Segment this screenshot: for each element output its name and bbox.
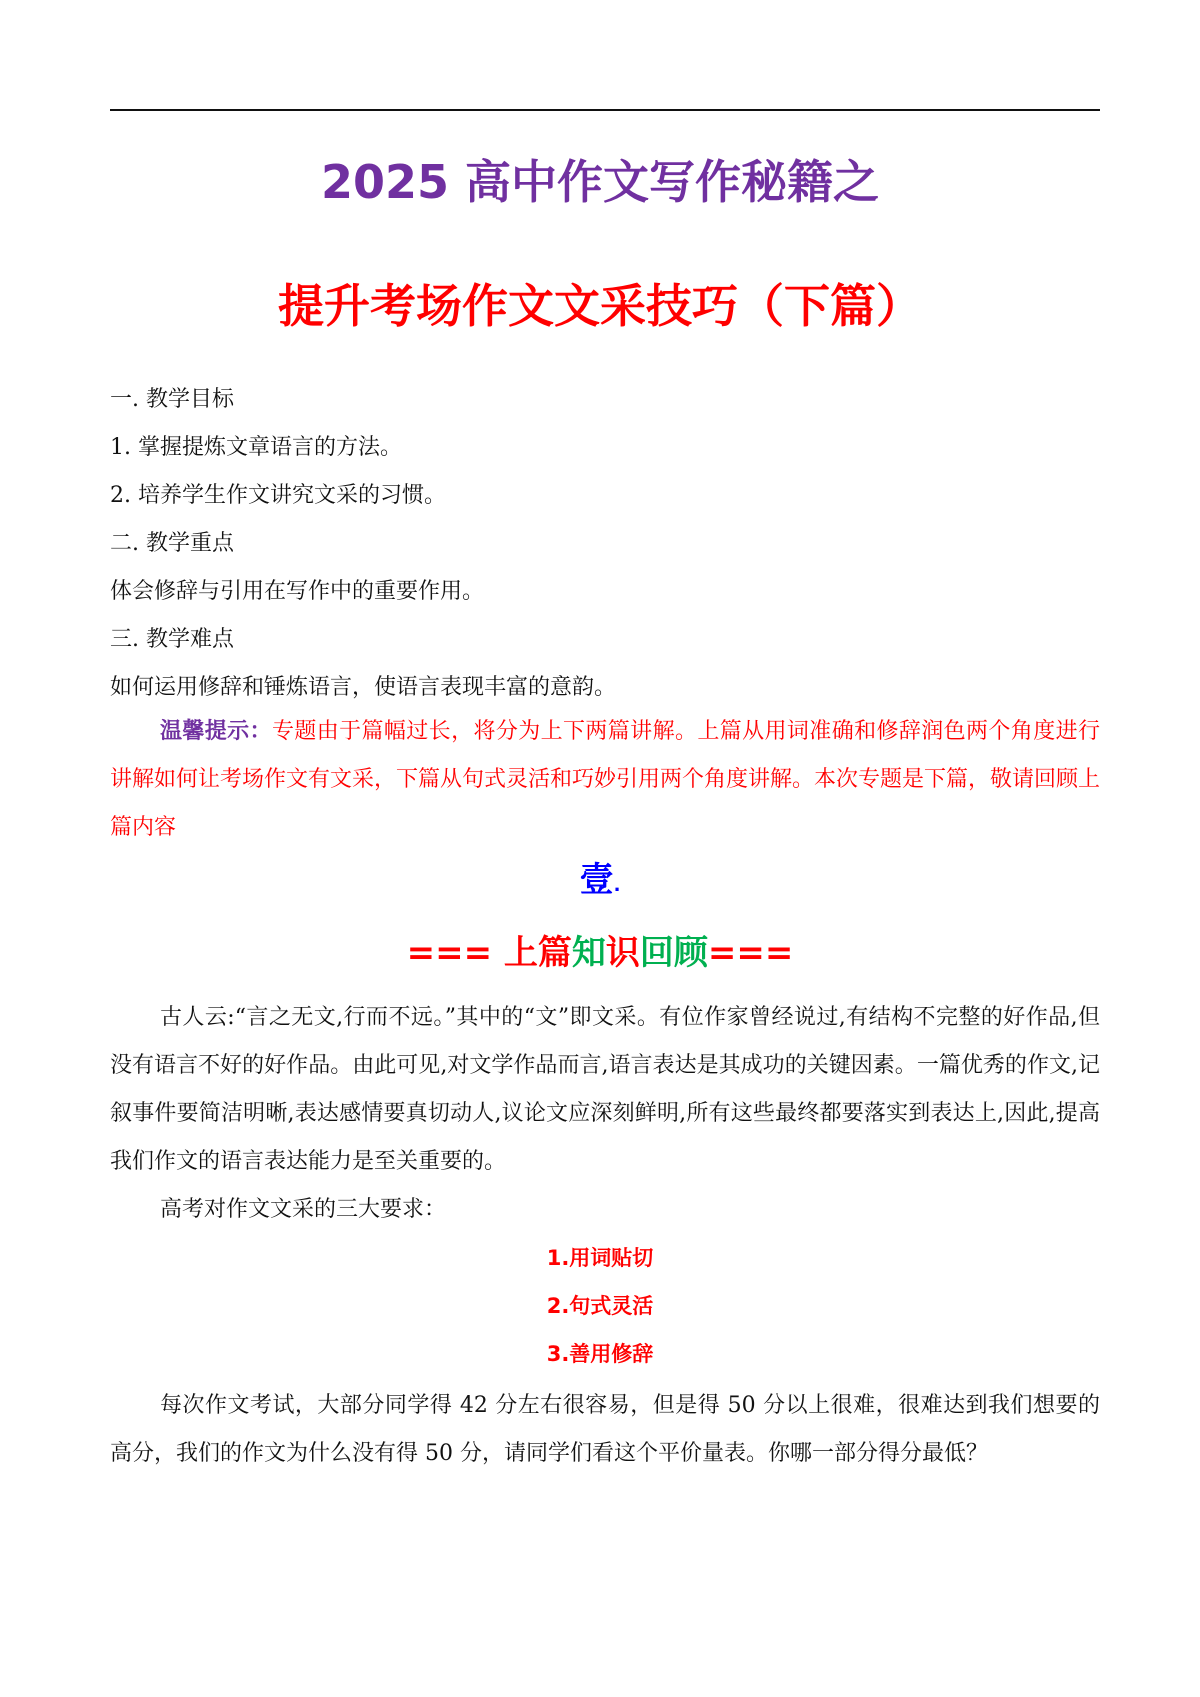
section-title [0, 930, 1200, 976]
outline-heading-difficulty: 三. 教学难点 [110, 627, 234, 652]
outline-item-focus: 体会修辞与引用在写作中的重要作用。 [110, 579, 485, 604]
closing-paragraph: 每次作文考试，大部分同学得 42 分左右很容易，但是得 50 分以上很难，很难达到我们想要的高分，我们的作文为什么没有得 50 分，请同学们看这个平价量表。你哪一部分得分最低？ [110, 1393, 1100, 1466]
section-title-part: 知 [571, 933, 606, 973]
section-title-part: === [707, 933, 794, 973]
tip-paragraph [110, 708, 1100, 852]
requirements-intro: 高考对作文文采的三大要求： [160, 1197, 447, 1222]
section-title-part: 上篇 [503, 933, 572, 973]
section-title-part: 回顾 [639, 933, 708, 973]
outline-heading-focus: 二. 教学重点 [110, 531, 234, 556]
section-number-suffix: . [613, 875, 621, 896]
intro-paragraph: 古人云:“言之无文,行而不远。”其中的“文”即文采。有位作家曾经说过,有结构不完整的好作品,但没有语言不好的好作品。由此可见,对文学作品而言,语言表达是其成功的关键因素。一篇优秀的作文,记叙事件要简洁明晰,表达感情要真切动人,议论文应深刻鲜明,所有这些最终都要落实到表达上,因此,提高我们作文的语言表达能力是至关重要的。 [110, 1005, 1100, 1174]
outline-item-objective-2: 2. 培养学生作文讲究文采的习惯。 [110, 483, 446, 508]
section-title-part: 识 [605, 933, 640, 973]
outline-heading-objectives: 一. 教学目标 [110, 387, 234, 412]
document-title-line-1: 2025 高中作文写作秘籍之 [320, 155, 880, 209]
section-number-text: 壹 [579, 860, 614, 900]
outline-item-difficulty: 如何运用修辞和锤炼语言，使语言表现丰富的意韵。 [110, 675, 617, 700]
tip-text: 专题由于篇幅过长，将分为上下两篇讲解。上篇从用词准确和修辞润色两个角度进行讲解如何让考场作文有文采，下篇从句式灵活和巧妙引用两个角度讲解。本次专题是下篇，敬请回顾上篇内容 [110, 719, 1101, 840]
section-title-part: === [406, 933, 504, 973]
requirement-item: 3.善用修辞 [546, 1342, 654, 1366]
requirement-item: 2.句式灵活 [546, 1294, 654, 1318]
tip-label: 温馨提示： [160, 719, 272, 744]
requirement-item: 1.用词贴切 [546, 1246, 654, 1270]
document-title-line-2: 提升考场作文文采技巧（下篇） [278, 279, 922, 333]
header-rule [110, 109, 1100, 111]
outline-item-objective-1: 1. 掌握提炼文章语言的方法。 [110, 435, 402, 460]
section-number [0, 858, 1200, 908]
